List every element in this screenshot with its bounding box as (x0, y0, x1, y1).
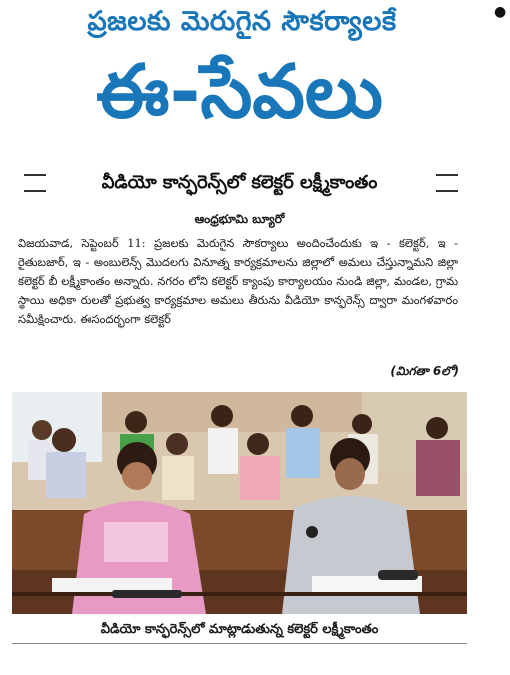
bullet-dot-icon: ● (494, 4, 507, 20)
article-headline: ఈ-సేవలు (96, 49, 383, 135)
meeting-photo-illustration (12, 392, 467, 614)
article-overline: ప్రజలకు మెరుగైన సౌకర్యాలకే (87, 6, 397, 37)
bottom-divider (12, 643, 467, 644)
news-article (12, 0, 467, 655)
photo-caption: వీడియో కాన్ఫరెన్స్‌లో మాట్లాడుతున్న కలెక్టర్ లక్ష్మీకాంతం (100, 622, 379, 637)
article-photo (12, 392, 467, 614)
subhead-rule-right (436, 174, 458, 192)
article-body: విజయవాడ, సెప్టెంబర్ 11: ప్రజలకు మెరుగైన సౌకర్యాలు అందించేందుకు ఇ - కలెక్టర్, ఇ - రైతుబజార్, ఇ - అంబులెన్స్ మొదలగు వినూత్న కార్యక్రమాలను జిల్లాలో అమలు చేస్తున్నామని జిల్లా కలెక్టర్ బీ లక్ష్మీకాంతం అన్నారు. నగరం లోని కలెక్టర్ క్యాంపు కార్యాలయం నుండి జిల్లా, మండల, గ్రామ స్థాయి అధికా రులతో ప్రభుత్వ కార్యక్రమాల అమలు తీరును వీడియో కాన్ఫరెన్స్ ద్వారా మంగళవారం సమీక్షించారు. ఈసందర్భంగా కలెక్టర్ (18, 236, 458, 326)
article-subheadline: వీడియో కాన్ఫరెన్స్‌లో కలెక్టర్ లక్ష్మీకాంతం (101, 172, 378, 193)
continued-note: (మిగతా 6లో) (390, 364, 459, 378)
article-byline: ఆంధ్రభూమి బ్యూరో (194, 212, 285, 226)
